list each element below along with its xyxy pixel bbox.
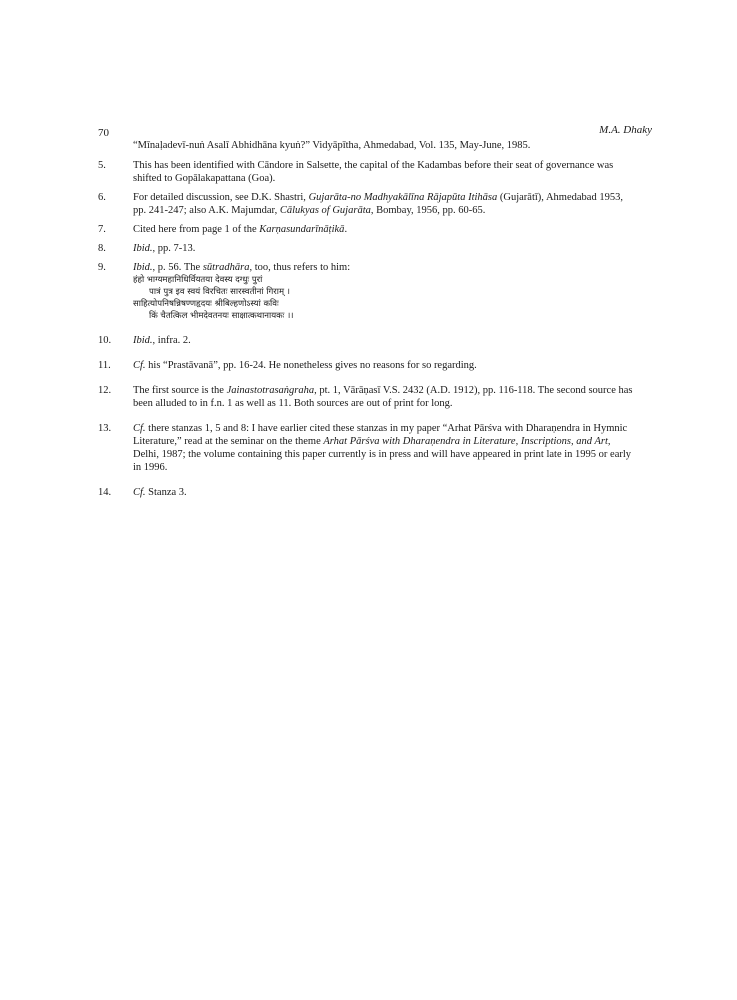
- cf: Cf.: [133, 487, 146, 498]
- verse-line-4: किं चैतत्किल भीमदेवतनयः साक्षात्कथानायकः ।।: [149, 311, 294, 321]
- page-number: 70: [98, 127, 109, 139]
- footnote-text: This has been identified with Cāndore in Salsette, the capital of the Kadambas before their seat of governance was shifted to Gopālakapattana (Goa).: [133, 160, 614, 184]
- sanskrit-verse: [133, 274, 638, 322]
- footnote-text: Cited here from page 1 of the: [133, 224, 260, 235]
- footnote-text: , pt. 1, Vārāṇasī V.S. 2432 (A.D. 1912), pp. 116-118. The second source has been alluded to in f.n. 1 as well as 11. Both sources are out of print for long.: [133, 385, 633, 409]
- running-header-author: M.A. Dhaky: [599, 124, 652, 136]
- footnote-12: [98, 384, 638, 410]
- footnote-text: his “Prastāvanā”, pp. 16-24. He nonetheless gives no reasons for so regarding.: [145, 360, 477, 371]
- ibid: Ibid.: [133, 335, 153, 346]
- footnote-13: [98, 422, 638, 474]
- footnote-text: there stanzas 1, 5 and 8: I have earlier cited these stanzas in my paper “Arhat Pārśva with Dharaṇendra in Hymnic Literature,” read at the seminar on the theme: [133, 423, 628, 447]
- footnote-10: [98, 334, 638, 347]
- footnote-number: 5.: [98, 160, 106, 171]
- ibid: Ibid.: [133, 262, 153, 273]
- verse-line-3: साहित्योपनिषन्निषण्णहृदयः श्रीबिल्हणोऽस्यां कविः: [133, 299, 279, 309]
- footnote-number: 7.: [98, 224, 106, 235]
- ibid: Ibid.: [133, 243, 153, 254]
- footnote-14: [98, 486, 638, 499]
- footnote-text: , Bombay, 1956, pp. 60-65.: [370, 205, 486, 216]
- footnote-8: [98, 242, 638, 255]
- footnote-text: Delhi, 1987; the volume containing this paper currently is in press and will have appeared in print late in 1995 or early in 1996.: [133, 449, 632, 473]
- term: sūtradhāra: [202, 262, 250, 273]
- footnote-text: .: [344, 224, 348, 235]
- book-title: Jainastotrasaṅgraha: [226, 385, 315, 396]
- footnote-number: 12.: [98, 385, 112, 396]
- footnote-text: , infra. 2.: [152, 335, 191, 346]
- footnote-text: (Gujarātī), Ahmedabad 1953, pp. 241-247; also A.K. Majumdar,: [133, 192, 623, 216]
- footnote-text: , pp. 7-13.: [152, 243, 196, 254]
- verse-line-2: पात्रं पुत्र इव स्वयं विरचितः सारस्वतीनां गिराम् ।: [149, 287, 290, 297]
- footnote-number: 6.: [98, 192, 106, 203]
- footnote-number: 8.: [98, 243, 106, 254]
- footnote-number: 10.: [98, 335, 112, 346]
- seminar-title: Arhat Pārśva with Dharaṇendra in Literature, Inscriptions, and Art,: [323, 436, 611, 447]
- footnote-text: Stanza 3.: [145, 487, 187, 498]
- footnote-text: , too, thus refers to him:: [249, 262, 351, 273]
- cf: Cf.: [133, 423, 146, 434]
- footnote-number: 11.: [98, 360, 111, 371]
- book-title: Karṇasundarīnāṭikā: [259, 224, 345, 235]
- footnote-7: [98, 223, 638, 236]
- footnote-5: [98, 159, 638, 185]
- footnote-text: “Mīnaḷadevī-nuṅ Asalī Abhidhāna kyuṅ?” Vidyāpītha, Ahmedabad, Vol. 135, May-June, 1985.: [133, 140, 531, 151]
- footnote-number: 14.: [98, 487, 112, 498]
- footnote-continuation: [98, 139, 638, 152]
- book-title: Cālukyas of Gujarāta: [279, 205, 371, 216]
- book-title: Gujarāta-no Madhyakālīna Rājapūta Itihāsa: [308, 192, 498, 203]
- footnote-11: [98, 359, 638, 372]
- footnote-text: For detailed discussion, see D.K. Shastri,: [133, 192, 309, 203]
- footnotes: [98, 139, 638, 505]
- footnote-9: [98, 261, 638, 322]
- footnote-6: [98, 191, 638, 217]
- footnote-number: 13.: [98, 423, 112, 434]
- footnote-number: 9.: [98, 262, 106, 273]
- footnote-text: , p. 56. The: [152, 262, 203, 273]
- cf: Cf.: [133, 360, 146, 371]
- footnote-text: The first source is the: [133, 385, 227, 396]
- verse-line-1: हंहो भाग्यमहानिधिर्वियतया देवस्य दग्धुः पुरां: [133, 275, 263, 285]
